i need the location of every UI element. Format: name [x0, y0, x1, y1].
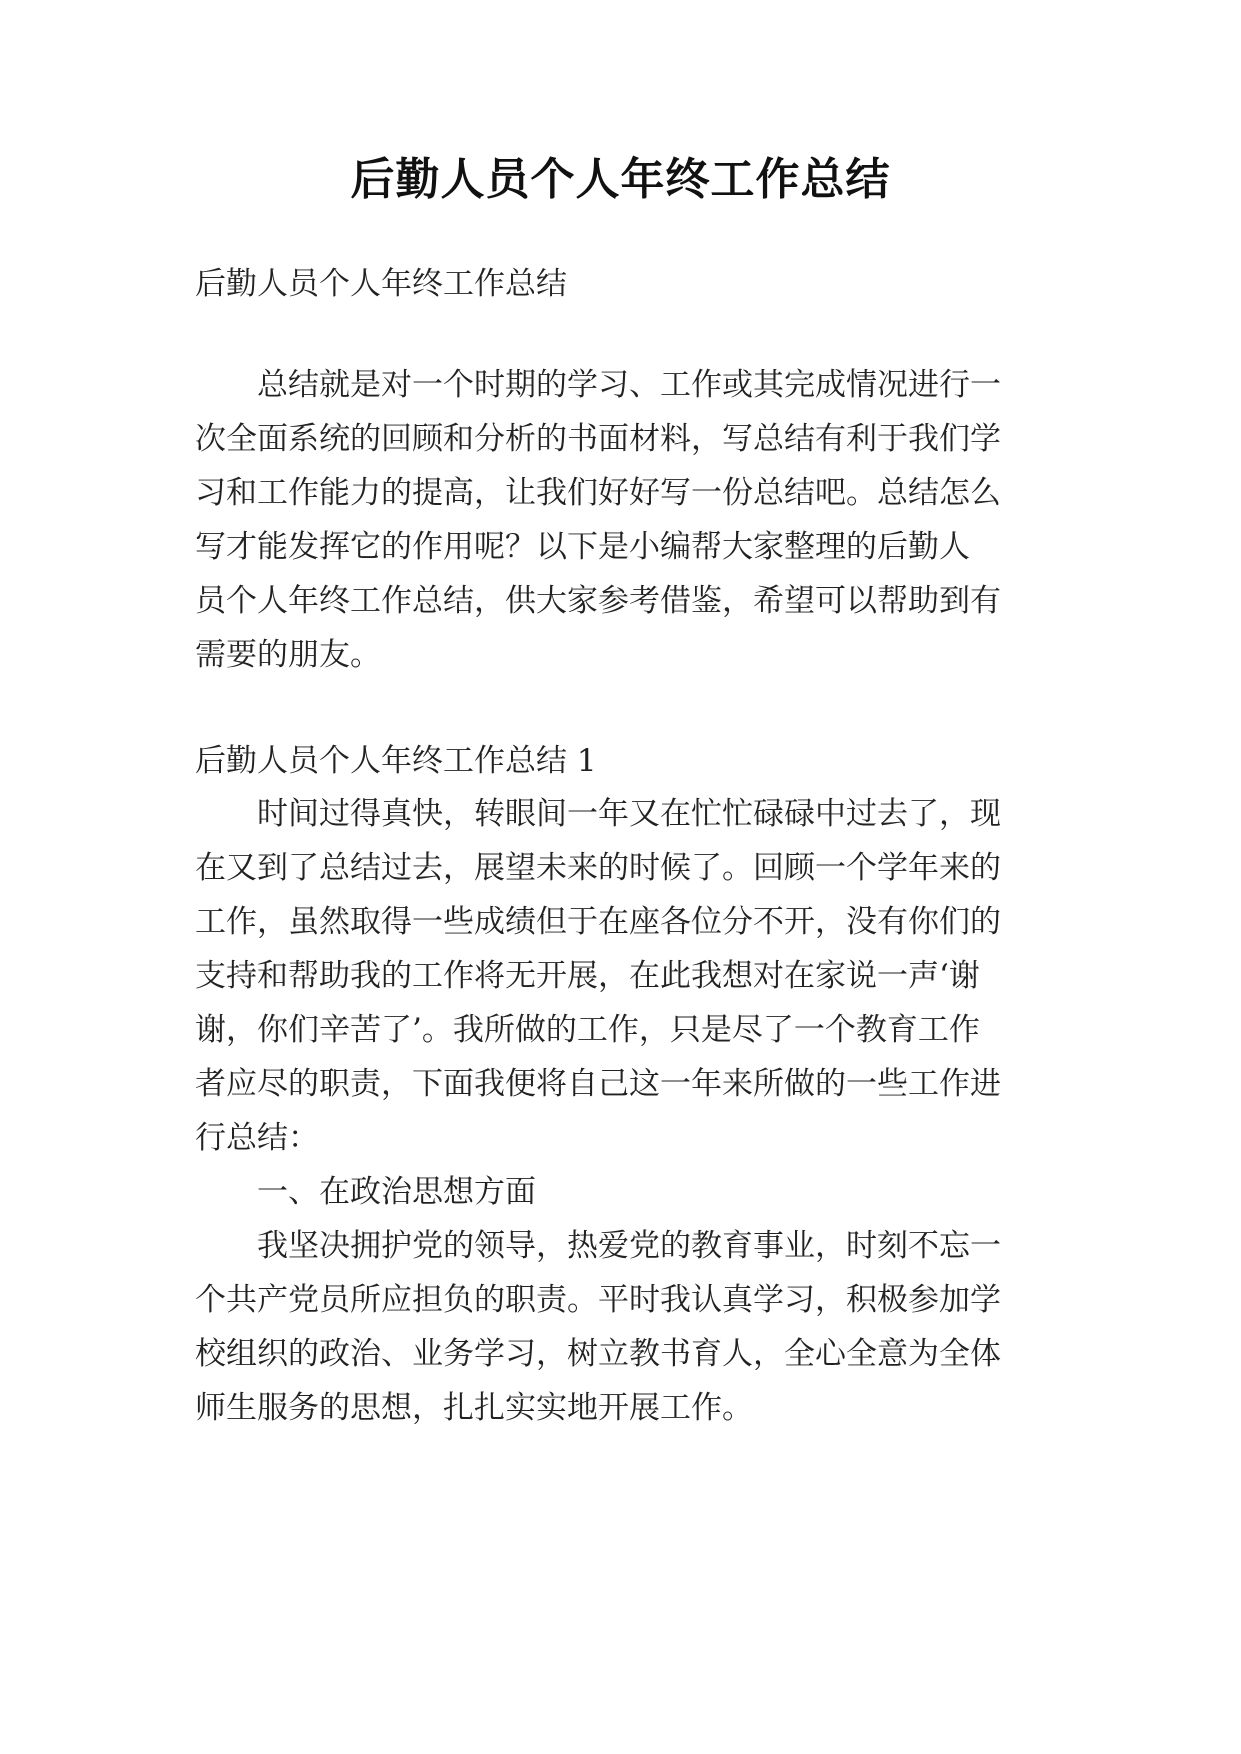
paragraph-line: 个共产党员所应担负的职责。平时我认真学习，积极参加学	[195, 1282, 1001, 1318]
paragraph-line: 行总结：	[195, 1120, 319, 1156]
paragraph-line: 校组织的政治、业务学习，树立教书育人，全心全意为全体	[195, 1336, 1001, 1372]
section-heading: 后勤人员个人年终工作总结 1	[195, 743, 597, 779]
paragraph-line: 习和工作能力的提高，让我们好好写一份总结吧。总结怎么	[195, 475, 1001, 511]
paragraph-line: 总结就是对一个时期的学习、工作或其完成情况进行一	[257, 367, 1001, 403]
paragraph-line: 次全面系统的回顾和分析的书面材料，写总结有利于我们学	[195, 421, 1001, 457]
subheading-politics: 一、在政治思想方面	[257, 1174, 536, 1210]
paragraph-line: 需要的朋友。	[195, 637, 381, 673]
paragraph-line: 在又到了总结过去，展望未来的时候了。回顾一个学年来的	[195, 850, 1001, 886]
document-title: 后勤人员个人年终工作总结	[350, 154, 891, 205]
paragraph-line: 时间过得真快，转眼间一年又在忙忙碌碌中过去了，现	[257, 796, 1001, 832]
paragraph-line: 工作，虽然取得一些成绩但于在座各位分不开，没有你们的	[195, 904, 1001, 940]
paragraph-line: 支持和帮助我的工作将无开展，在此我想对在家说一声‘谢	[195, 958, 980, 994]
paragraph-line: 写才能发挥它的作用呢？以下是小编帮大家整理的后勤人	[195, 529, 970, 565]
paragraph-line: 员个人年终工作总结，供大家参考借鉴，希望可以帮助到有	[195, 583, 1001, 619]
paragraph-line: 谢，你们辛苦了’。我所做的工作，只是尽了一个教育工作	[195, 1012, 980, 1048]
paragraph-line: 者应尽的职责，下面我便将自己这一年来所做的一些工作进	[195, 1066, 1001, 1102]
paragraph-line: 我坚决拥护党的领导，热爱党的教育事业，时刻不忘一	[257, 1228, 1001, 1264]
document-subtitle: 后勤人员个人年终工作总结	[195, 266, 567, 302]
paragraph-line: 师生服务的思想，扎扎实实地开展工作。	[195, 1390, 753, 1426]
